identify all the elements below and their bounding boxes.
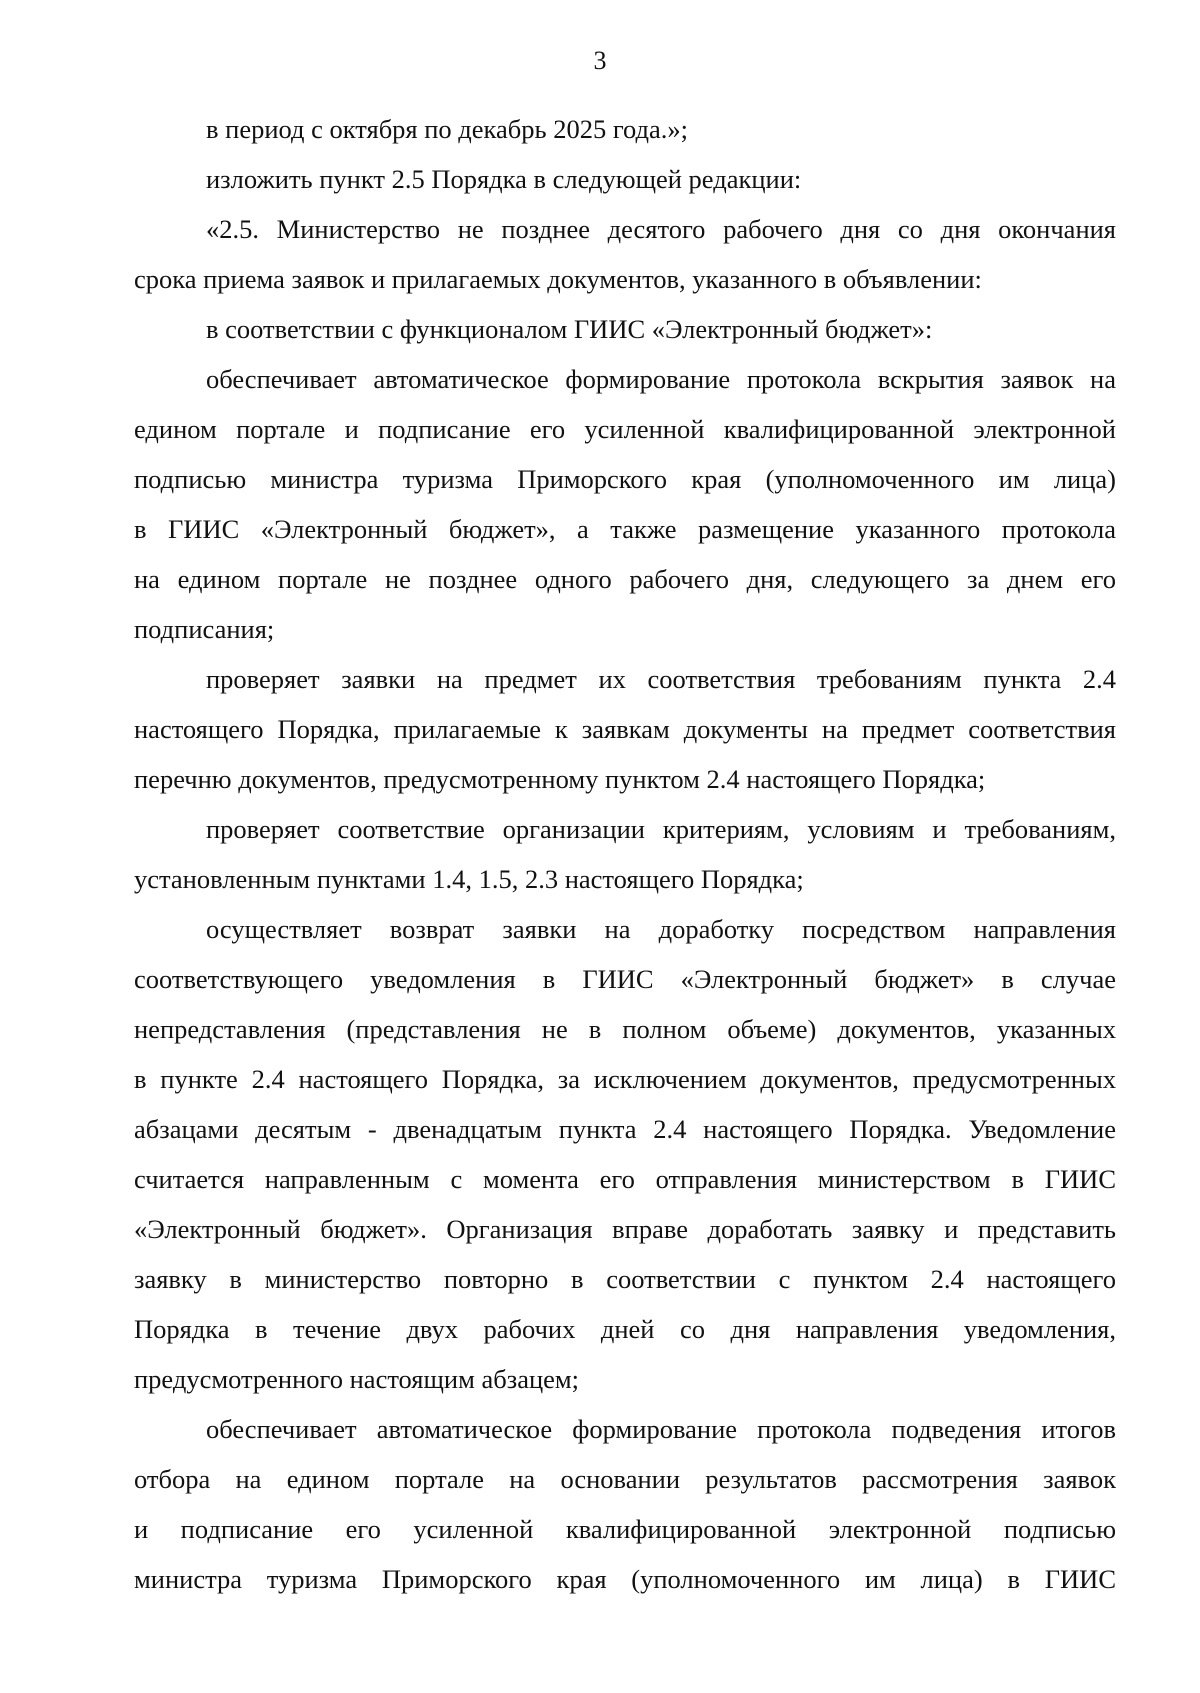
paragraph — [134, 154, 1116, 204]
text-line: настоящего Порядка, прилагаемые к заявкам документы на предмет соответствия — [134, 714, 1116, 744]
text-line: считается направленным с момента его отправления министерством в ГИИС — [134, 1164, 1116, 1194]
text-line: обеспечивает автоматическое формирование протокола подведения итогов — [206, 1414, 1116, 1444]
paragraph — [134, 904, 1116, 1404]
paragraph — [134, 1404, 1116, 1604]
paragraph — [134, 304, 1116, 354]
document-body — [134, 104, 1116, 1604]
text-line: «2.5. Министерство не позднее десятого рабочего дня со дня окончания — [206, 214, 1116, 244]
text-line: в соответствии с функционалом ГИИС «Электронный бюджет»: — [206, 314, 933, 344]
text-line: в период с октября по декабрь 2025 года.»; — [206, 114, 689, 144]
text-line: на едином портале не позднее одного рабочего дня, следующего за днем его — [134, 564, 1116, 594]
text-line: подписью министра туризма Приморского края (уполномоченного им лица) — [134, 464, 1116, 494]
text-line: Порядка в течение двух рабочих дней со дня направления уведомления, — [134, 1314, 1116, 1344]
text-line: заявку в министерство повторно в соответствии с пунктом 2.4 настоящего — [134, 1264, 1116, 1294]
text-line: проверяет заявки на предмет их соответствия требованиям пункта 2.4 — [206, 664, 1116, 694]
paragraph — [134, 104, 1116, 154]
paragraph — [134, 804, 1116, 904]
text-line: министра туризма Приморского края (уполномоченного им лица) в ГИИС — [134, 1564, 1116, 1594]
text-line: и подписание его усиленной квалифицированной электронной подписью — [134, 1514, 1116, 1544]
text-line: соответствующего уведомления в ГИИС «Электронный бюджет» в случае — [134, 964, 1116, 994]
text-line: абзацами десятым - двенадцатым пункта 2.4 настоящего Порядка. Уведомление — [134, 1114, 1116, 1144]
text-line: установленным пунктами 1.4, 1.5, 2.3 настоящего Порядка; — [134, 864, 804, 894]
text-line: изложить пункт 2.5 Порядка в следующей редакции: — [206, 164, 802, 194]
text-line: предусмотренного настоящим абзацем; — [134, 1364, 580, 1394]
page-number: 3 — [593, 46, 607, 75]
text-line: едином портале и подписание его усиленной квалифицированной электронной — [134, 414, 1116, 444]
text-line: осуществляет возврат заявки на доработку посредством направления — [206, 914, 1116, 944]
text-line: отбора на едином портале на основании результатов рассмотрения заявок — [134, 1464, 1116, 1494]
text-line: обеспечивает автоматическое формирование протокола вскрытия заявок на — [206, 364, 1116, 394]
paragraph — [134, 654, 1116, 804]
text-line: в ГИИС «Электронный бюджет», а также размещение указанного протокола — [134, 514, 1116, 544]
text-line: перечню документов, предусмотренному пунктом 2.4 настоящего Порядка; — [134, 764, 986, 794]
text-line: срока приема заявок и прилагаемых документов, указанного в объявлении: — [134, 264, 982, 294]
text-line: «Электронный бюджет». Организация вправе доработать заявку и представить — [134, 1214, 1116, 1244]
text-line: подписания; — [134, 614, 275, 644]
text-line: непредставления (представления не в полном объеме) документов, указанных — [134, 1014, 1116, 1044]
paragraph — [134, 204, 1116, 304]
text-line: в пункте 2.4 настоящего Порядка, за исключением документов, предусмотренных — [134, 1064, 1116, 1094]
text-line: проверяет соответствие организации критериям, условиям и требованиям, — [206, 814, 1116, 844]
paragraph — [134, 354, 1116, 654]
